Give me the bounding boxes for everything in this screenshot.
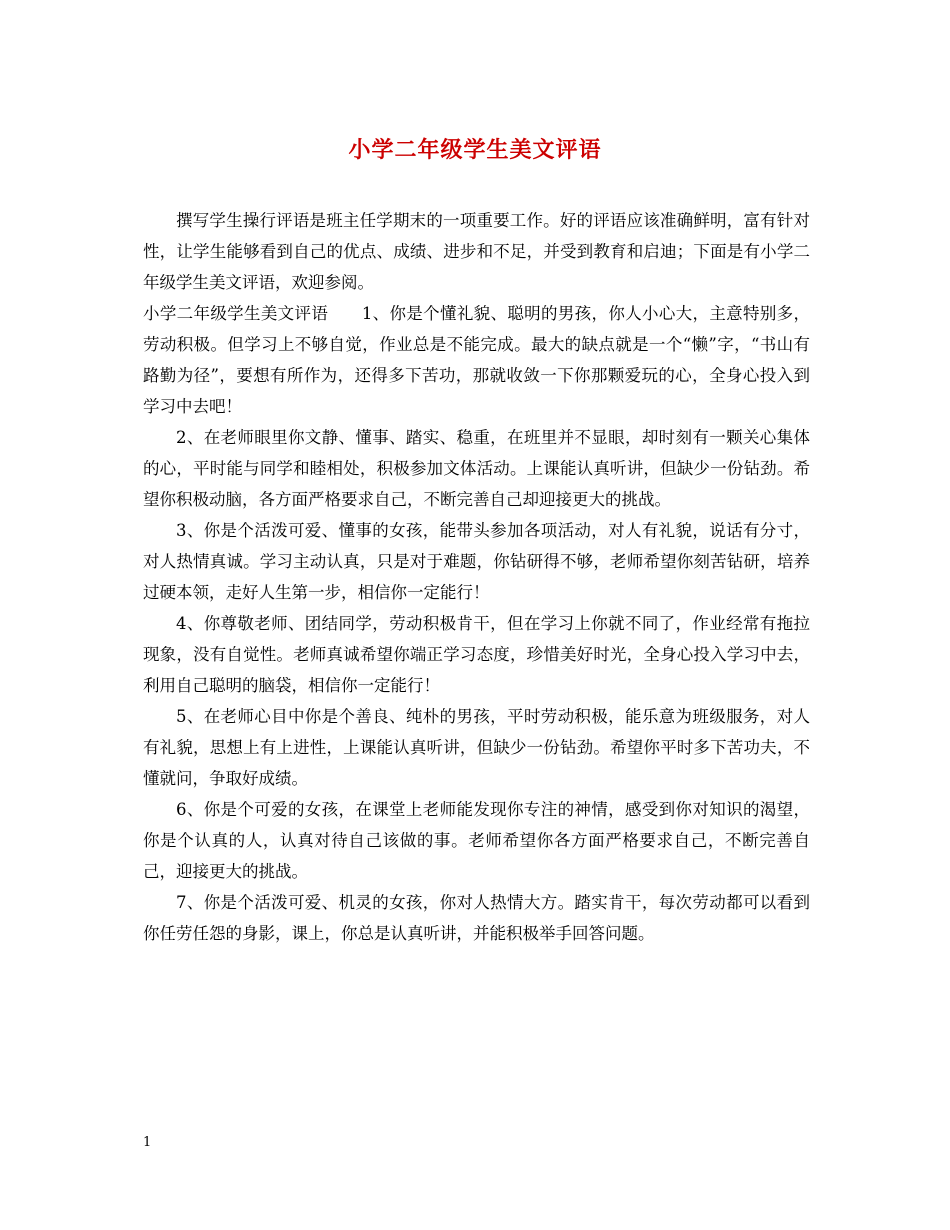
paragraph-comment-7: 7、你是个活泼可爱、机灵的女孩，你对人热情大方。踏实肯干，每次劳动都可以看到你任劳任怨的身影，课上，你总是认真听讲，并能积极举手回答问题。: [143, 893, 810, 943]
paragraph-comment-6: 6、你是个可爱的女孩，在课堂上老师能发现你专注的神情，感受到你对知识的渴望，你是个认真的人，认真对待自己该做的事。老师希望你各方面严格要求自己，不断完善自己，迎接更大的挑战。: [143, 800, 810, 881]
page-title: 小学二年级学生美文评语: [348, 137, 602, 163]
page-number: 1: [143, 1135, 152, 1150]
paragraph-comment-3: 3、你是个活泼可爱、懂事的女孩，能带头参加各项活动，对人有礼貌，说话有分寸，对人热情真诚。学习主动认真，只是对于难题，你钻研得不够，老师希望你刻苦钻研，培养过硬本领，走好人生第一步，相信你一定能行！: [143, 521, 810, 602]
paragraph-comment-4: 4、你尊敬老师、团结同学，劳动积极肯干，但在学习上你就不同了，作业经常有拖拉现象，没有自觉性。老师真诚希望你端正学习态度，珍惜美好时光，全身心投入学习中去，利用自己聪明的脑袋，相信你一定能行！: [143, 614, 810, 695]
paragraph-comment-2: 2、在老师眼里你文静、懂事、踏实、稳重，在班里并不显眼，却时刻有一颗关心集体的心，平时能与同学和睦相处，积极参加文体活动。上课能认真听讲，但缺少一份钻劲。希望你积极动脑，各方面严格要求自己，不断完善自己却迎接更大的挑战。: [143, 428, 810, 509]
paragraph-intro: 撰写学生操行评语是班主任学期末的一项重要工作。好的评语应该准确鲜明，富有针对性，让学生能够看到自己的优点、成绩、进步和不足，并受到教育和启迪；下面是有小学二年级学生美文评语，欢迎参阅。: [143, 211, 810, 292]
document-body: [143, 205, 810, 949]
paragraph-comment-5: 5、在老师心目中你是个善良、纯朴的男孩，平时劳动积极，能乐意为班级服务，对人有礼貌，思想上有上进性，上课能认真听讲，但缺少一份钻劲。希望你平时多下苦功夫，不懂就问，争取好成绩。: [143, 707, 810, 788]
paragraph-comment-1: 小学二年级学生美文评语 1、你是个懂礼貌、聪明的男孩，你人小心大，主意特别多，劳动积极。但学习上不够自觉，作业总是不能完成。最大的缺点就是一个“懒”字，“书山有路勤为径”，要想有所作为，还得多下苦功，那就收敛一下你那颗爱玩的心，全身心投入到学习中去吧！: [143, 304, 810, 416]
